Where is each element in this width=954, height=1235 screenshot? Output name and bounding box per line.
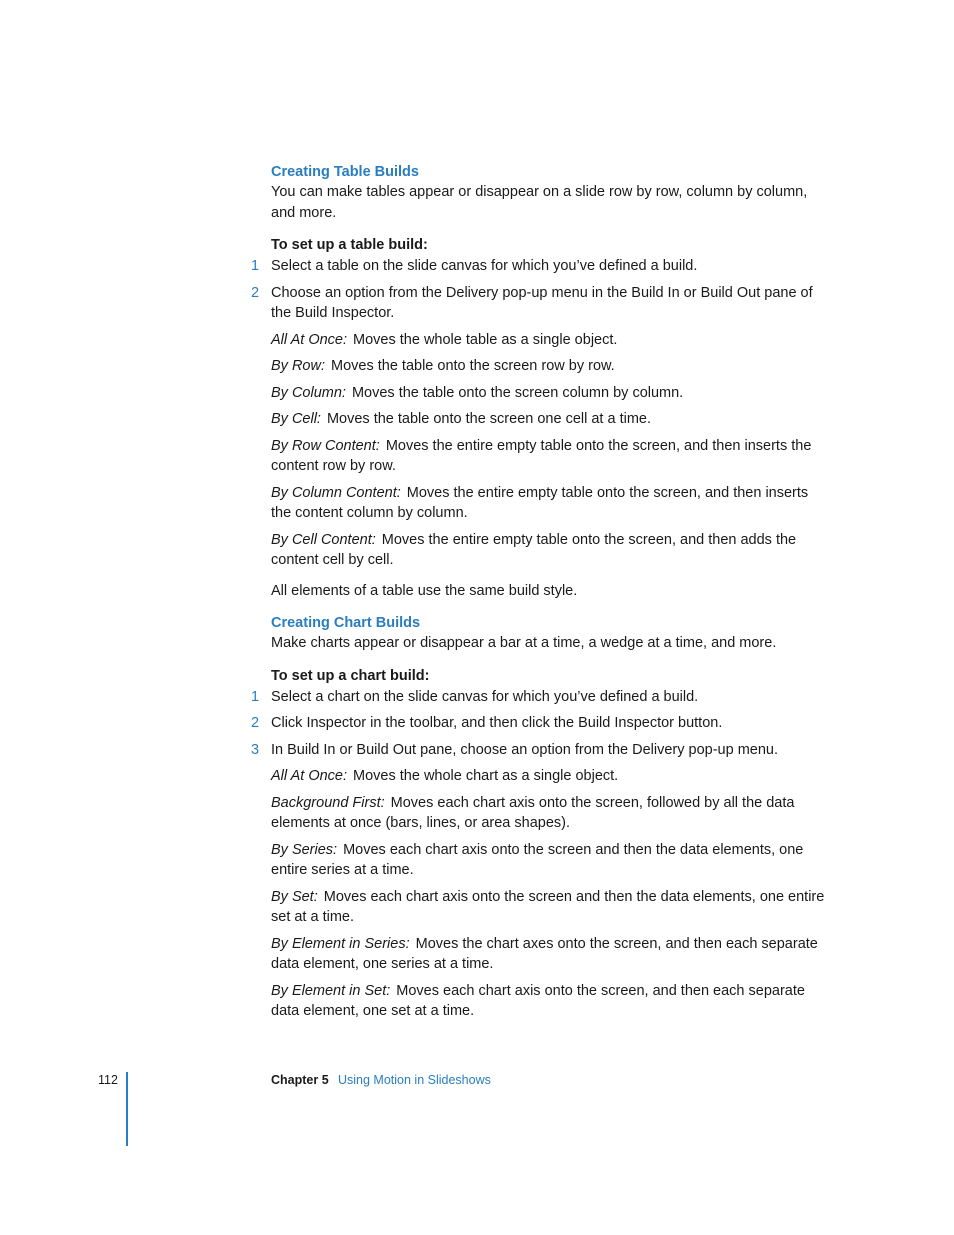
list-item — [251, 713, 831, 734]
option-term: By Row: — [271, 358, 325, 374]
option-desc: Moves each chart axis onto the screen, and then each separate data element, one set at a time. — [271, 982, 805, 1019]
option-term: All At Once: — [271, 331, 348, 348]
option-term: By Cell Content: — [271, 531, 376, 548]
page-footer — [0, 1072, 954, 1152]
spacer — [271, 601, 831, 613]
option-desc: Moves each chart axis onto the screen and then the data elements, one entire series at a time. — [271, 841, 804, 878]
section-intro-chart: Make charts appear or disappear a bar at a time, a wedge at a time, and more. — [271, 635, 777, 651]
step-text: Click Inspector in the toolbar, and then click the Build Inspector button. — [271, 715, 723, 731]
chapter-title-link[interactable]: Using Motion in Slideshows — [338, 1073, 491, 1087]
section-note-table: All elements of a table use the same build style. — [271, 582, 578, 599]
step-number: 2 — [251, 284, 260, 301]
option-item — [271, 530, 831, 571]
step-text: In Build In or Build Out pane, choose an option from the Delivery pop-up menu. — [271, 741, 778, 758]
step-text: Select a chart on the slide canvas for which you’ve defined a build. — [271, 688, 699, 705]
option-item — [271, 981, 831, 1022]
section-intro-table: You can make tables appear or disappear on a slide row by row, column by column, and more. — [271, 184, 808, 221]
option-item — [271, 483, 831, 524]
option-desc: Moves the entire empty table onto the screen, and then inserts the content column by column. — [271, 484, 809, 521]
chapter-label: Chapter 5 — [271, 1073, 329, 1087]
step-number: 1 — [251, 258, 260, 274]
option-item — [271, 409, 831, 430]
option-term: By Column: — [271, 384, 346, 401]
option-desc: Moves each chart axis onto the screen, followed by all the data elements at once (bars, lines, or area shapes). — [271, 794, 795, 831]
footer-rule — [126, 1072, 128, 1146]
option-desc: Moves the entire empty table onto the screen, and then adds the content cell by cell. — [271, 531, 797, 568]
option-term: By Row Content: — [271, 437, 380, 454]
option-term: By Set: — [271, 888, 318, 905]
spacer — [271, 571, 831, 581]
option-desc: Moves the whole table as a single object. — [353, 331, 618, 348]
procedure-label-chart: To set up a chart build: — [271, 667, 430, 684]
option-desc: Moves the chart axes onto the screen, and then each separate data element, one series at a time. — [271, 935, 818, 972]
option-desc: Moves the table onto the screen column by column. — [351, 384, 684, 401]
option-item — [271, 793, 831, 834]
steps-list-table — [251, 256, 831, 324]
section-heading-chart-builds: Creating Chart Builds — [271, 615, 421, 631]
page-content — [251, 162, 831, 1022]
option-item — [271, 356, 831, 377]
option-term: All At Once: — [271, 768, 348, 784]
option-item — [271, 840, 831, 881]
step-number: 2 — [251, 715, 260, 731]
option-desc: Moves the table onto the screen one cell at a time. — [326, 411, 651, 427]
section-heading-table-builds: Creating Table Builds — [271, 164, 419, 180]
list-item — [251, 256, 831, 277]
option-term: By Element in Series: — [271, 935, 410, 952]
step-number: 3 — [251, 741, 260, 758]
option-term: By Series: — [271, 841, 338, 858]
option-term: By Column Content: — [271, 484, 401, 501]
procedure-label-table: To set up a table build: — [271, 237, 428, 253]
option-item — [271, 330, 831, 351]
option-desc: Moves the table onto the screen row by row. — [331, 358, 615, 374]
page-number: 112 — [98, 1073, 118, 1087]
list-item — [251, 740, 831, 761]
list-item — [251, 283, 831, 324]
option-item — [271, 436, 831, 477]
option-term: By Element in Set: — [271, 982, 391, 999]
step-text: Choose an option from the Delivery pop-up menu in the Build In or Build Out pane of the Build Inspector. — [271, 284, 813, 321]
option-term: By Cell: — [271, 411, 321, 427]
step-text: Select a table on the slide canvas for which you’ve defined a build. — [271, 258, 698, 274]
option-desc: Moves each chart axis onto the screen and then the data elements, one entire set at a time. — [271, 888, 825, 925]
option-term: Background First: — [271, 794, 385, 811]
option-desc: Moves the entire empty table onto the screen, and then inserts the content row by row. — [271, 437, 812, 474]
steps-list-chart — [251, 687, 831, 761]
option-item — [271, 766, 831, 787]
list-item — [251, 687, 831, 708]
step-number: 1 — [251, 688, 260, 705]
option-item — [271, 934, 831, 975]
option-desc: Moves the whole chart as a single object. — [353, 768, 619, 784]
option-item — [271, 887, 831, 928]
option-item — [271, 383, 831, 404]
